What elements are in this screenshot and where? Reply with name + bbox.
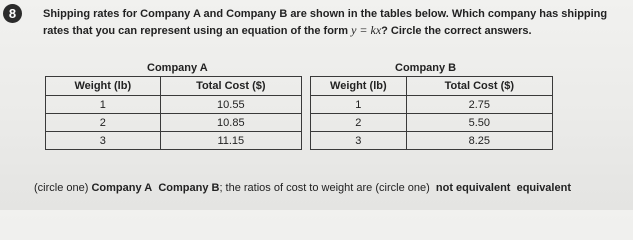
cost-cell: 8.25 bbox=[406, 132, 552, 150]
weight-cell: 2 bbox=[311, 114, 407, 132]
column-header-weight: Weight (lb) bbox=[46, 77, 161, 96]
table-header-row bbox=[311, 77, 553, 96]
equation-form: y = kx bbox=[351, 23, 382, 37]
company-b-caption: Company B bbox=[395, 62, 457, 74]
company-b-table bbox=[310, 76, 553, 150]
table-header-row bbox=[46, 77, 302, 96]
cost-cell: 10.85 bbox=[160, 114, 301, 132]
option-company-a[interactable]: Company A bbox=[91, 182, 153, 194]
question-prompt bbox=[43, 6, 628, 39]
option-not-equivalent[interactable]: not equivalent bbox=[435, 182, 511, 194]
prompt-text-before: Shipping rates for Company A and Company B are shown in the tables below. Which company has shipping rates that you can represent using an equation of the form bbox=[43, 8, 608, 37]
weight-cell: 2 bbox=[46, 114, 161, 132]
table-row bbox=[46, 132, 302, 150]
cost-cell: 11.15 bbox=[160, 132, 301, 150]
column-header-total-cost: Total Cost ($) bbox=[406, 77, 552, 96]
column-header-weight: Weight (lb) bbox=[311, 77, 407, 96]
weight-cell: 3 bbox=[46, 132, 161, 150]
cost-cell: 2.75 bbox=[406, 96, 552, 114]
company-a-table bbox=[45, 76, 302, 150]
weight-cell: 1 bbox=[311, 96, 407, 114]
prompt-text-after: ? Circle the correct answers. bbox=[381, 25, 532, 37]
ratio-statement: ; the ratios of cost to weight are (circle one) bbox=[219, 182, 430, 194]
answer-line bbox=[34, 182, 571, 194]
table-row bbox=[311, 114, 553, 132]
circle-one-instruction: (circle one) bbox=[34, 182, 89, 194]
table-row bbox=[46, 96, 302, 114]
table-row bbox=[46, 114, 302, 132]
option-company-b[interactable]: Company B bbox=[158, 182, 220, 194]
question-number: 8 bbox=[3, 4, 22, 23]
table-row bbox=[311, 132, 553, 150]
column-header-total-cost: Total Cost ($) bbox=[160, 77, 301, 96]
option-equivalent[interactable]: equivalent bbox=[516, 182, 571, 194]
cost-cell: 10.55 bbox=[160, 96, 301, 114]
table-row bbox=[311, 96, 553, 114]
cost-cell: 5.50 bbox=[406, 114, 552, 132]
company-a-caption: Company A bbox=[147, 62, 208, 74]
weight-cell: 3 bbox=[311, 132, 407, 150]
weight-cell: 1 bbox=[46, 96, 161, 114]
